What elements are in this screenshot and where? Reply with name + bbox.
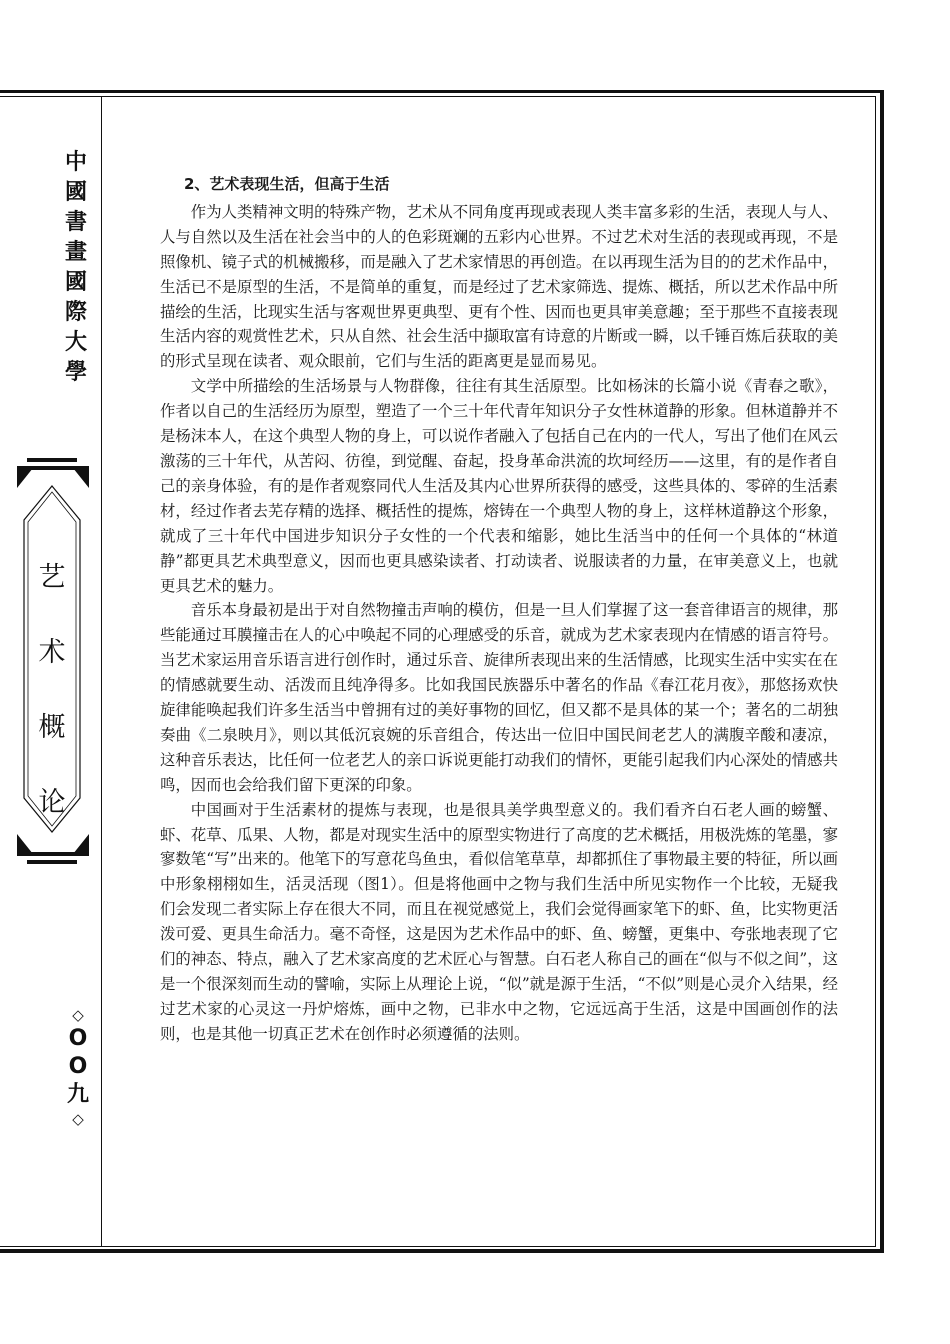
diamond-icon: ◇	[72, 1110, 84, 1128]
page-number	[58, 1005, 98, 1129]
frame-right-border	[880, 90, 884, 1253]
paragraph: 作为人类精神文明的特殊产物，艺术从不同角度再现或表现人类丰富多彩的生活，表现人与人、人与自然以及生活在社会当中的人的色彩斑斓的五彩内心世界。不过艺术对生活的表现或再现，不是照像机、镜子式的机械搬移，而是融入了艺术家情思的再创造。在以再现生活为目的的艺术作品中，生活已不是原型的生活，不是简单的重复，而是经过了艺术家筛选、提炼、概括，所以艺术作品中所描绘的生活，比现实生活与客观世界更典型、更有个性、因而也更具审美意趣；至于那些不直接表现生活内容的观赏性艺术，只从自然、社会生活中撷取富有诗意的片断或一瞬，以千锤百炼后获取的美的形式呈现在读者、观众眼前，它们与生活的距离更是显而易见。	[160, 202, 838, 371]
paragraph: 文学中所描绘的生活场景与人物群像，往往有其生活原型。比如杨沫的长篇小说《青春之歌》，作者以自己的生活经历为原型，塑造了一个三十年代青年知识分子女性林道静的形象。但林道静并不是杨沫本人，在这个典型人物的身上，可以说作者融入了包括自己在内的一代人，写出了他们在风云激荡的三十年代，从苦闷、彷徨，到觉醒、奋起，投身革命洪流的坎坷经历——这里，有的是作者自己的亲身体验，有的是作者观察同代人生活及其内心世界所获得的感受，这些具体的、零碎的生活素材，经过作者去芜存精的选择、概括性的提炼，熔铸在一个典型人物的身上，这样林道静这个形象，就成了三十年代中国进步知识分子女性的一个代表和缩影，她比生活当中的任何一个具体的“林道静”都更具艺术典型意义，因而也更具感染读者、打动读者、说服读者的力量，在审美意义上，也就更具艺术的魅力。	[160, 377, 838, 595]
frame-bottom-inner-border	[0, 1246, 876, 1247]
book-title: 艺 术 概 论	[38, 562, 66, 818]
page-number-digit: O	[68, 1026, 88, 1051]
paragraph: 中国画对于生活素材的提炼与表现，也是很具美学典型意义的。我们看齐白石老人画的螃蟹、虾、花草、瓜果、人物，都是对现实生活中的原型实物进行了高度的艺术概括，用极洗炼的笔墨，寥寥数笔“写”出来的。他笔下的写意花鸟鱼虫，看似信笔草草，却都抓住了事物最主要的特征，所以画中形象栩栩如生，活灵活现（图1）。但是将他画中之物与我们生活中所见实物作一个比较，无疑我们会发现二者实际上存在很大不同，而且在视觉感觉上，我们会觉得画家笔下的虾、鱼，比实物更活泼可爱、更具生命活力。毫不奇怪，这是因为艺术作品中的虾、鱼、螃蟹，更集中、夸张地表现了它们的神态、特点，融入了艺术家高度的艺术匠心与智慧。白石老人称自己的画在“似与不似之间”，这是一个很深刻而生动的譬喻，实际上从理论上说，“似”就是源于生活，“不似”则是心灵介入结果，经过艺术家的心灵这一丹炉熔炼，画中之物，已非水中之物，它远远高于生活，这是中国画创作的法则，也是其他一切真正艺术在创作时必须遵循的法则。	[160, 800, 838, 1043]
frame-top-border	[0, 90, 884, 93]
paragraph: 音乐本身最初是出于对自然物撞击声响的模仿，但是一旦人们掌握了这一套音律语言的规律，那些能通过耳膜撞击在人的心中唤起不同的心理感受的乐音，就成为艺术家表现内在情感的语言符号。当艺术家运用音乐语言进行创作时，通过乐音、旋律所表现出来的生活情感，比现实生活中实实在在的情感就要生动、活泼而且纯净得多。比如我国民族器乐中著名的作品《春江花月夜》，那悠扬欢快旋律能唤起我们许多生活当中曾拥有过的美好事物的回忆，但又都不是具体的某一个；著名的二胡独奏曲《二泉映月》，则以其低沉哀婉的乐音组合，传达出一位旧中国民间老艺人的满腹辛酸和凄凉，这种音乐表达，比任何一位老艺人的亲口诉说更能打动我们的情怀，更能引起我们内心深处的情感共鸣，因而也会给我们留下更深的印象。	[160, 601, 838, 794]
page-number-digit: O	[68, 1054, 88, 1079]
page-number-digit: 九	[66, 1082, 89, 1107]
school-name: 中 國 書 畫 國 際 大 學	[64, 150, 87, 385]
diamond-icon: ◇	[72, 1006, 84, 1024]
frame-top-inner-border	[0, 96, 876, 97]
ornament-bar-top	[27, 458, 77, 462]
sidebar-divider	[101, 96, 102, 1246]
ornament-bar-bottom	[27, 860, 77, 864]
frame-bottom-border	[0, 1249, 884, 1253]
main-content	[160, 172, 838, 1047]
section-heading: 2、艺术表现生活，但高于生活	[184, 175, 390, 193]
frame-right-inner-border	[875, 96, 876, 1247]
